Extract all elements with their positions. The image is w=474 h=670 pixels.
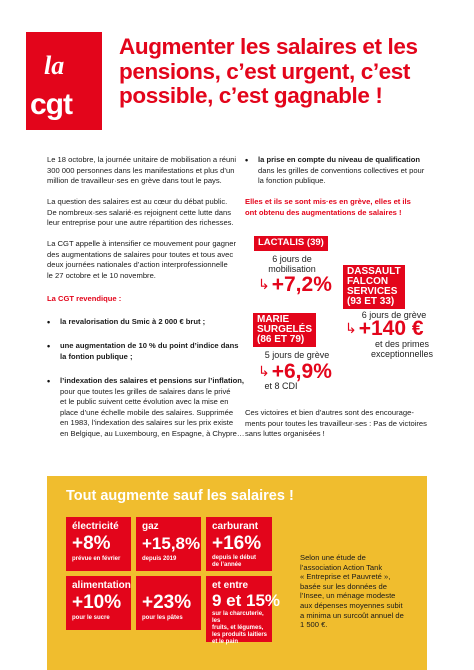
- text-line: sans luttes organisées !: [245, 429, 325, 438]
- text-line: 300 000 personnes dans les manifestations et plus d’un: [47, 165, 235, 175]
- headline-line: Augmenter les salaires et les: [119, 34, 418, 59]
- text-line: « Entreprise et Pauvreté »,: [300, 572, 391, 582]
- tile-note: prévue en février: [72, 556, 121, 562]
- text-line: FALCON: [347, 276, 389, 287]
- tile-label: carburant: [212, 521, 259, 532]
- lactalis-duration: [262, 254, 322, 274]
- text-line: aux dépenses moyennes subit: [300, 600, 403, 610]
- text-line: exceptionnelles: [370, 349, 434, 359]
- tile-value: +8%: [72, 533, 111, 554]
- marie-cdi: et 8 CDI: [264, 381, 298, 391]
- marie-duration: 5 jours de grève: [264, 350, 330, 360]
- tile-note: pour le sucre: [72, 615, 110, 621]
- text-line: de l’année: [212, 562, 242, 568]
- svg-text:cgt: cgt: [30, 88, 72, 121]
- value-text: +7,2%: [271, 273, 332, 296]
- text-line: et le pain: [212, 639, 239, 645]
- text-line: la prise en compte du niveau de qualification: [258, 155, 421, 164]
- text-line: 6 jours de: [272, 254, 312, 264]
- tile-electricite: [66, 517, 131, 571]
- demand-qualification: [258, 155, 448, 187]
- text-line: ments pour toutes les travailleur·ses : Pas de victoires: [245, 418, 427, 428]
- text-line: place d’une échelle mobile des salaires. Supprimée: [60, 407, 234, 417]
- text-line: les produits laitiers: [212, 632, 268, 638]
- dassault-tag: [343, 265, 405, 309]
- text-line: SERVICES: [347, 286, 398, 297]
- dassault-duration: 6 jours de grève: [361, 310, 427, 320]
- text-line: deux journées nationales d’action interprofessionnelle: [47, 260, 228, 269]
- bullet-dot: •: [47, 376, 51, 386]
- text-line: depuis le début: [212, 555, 257, 561]
- svg-text:la: la: [44, 51, 65, 80]
- tile-alimentation: [66, 576, 131, 630]
- bullet-dot: •: [245, 155, 249, 165]
- tile-value: +10%: [72, 592, 122, 613]
- intro-paragraph: [47, 155, 247, 187]
- tile-value: +16%: [212, 533, 262, 554]
- bullet-dot: •: [47, 317, 51, 327]
- tile-label: gaz: [142, 521, 159, 532]
- text-line: en 1983, l’indexation des salaires sur les prix existe: [60, 418, 234, 427]
- tile-note: depuis 2019: [142, 556, 177, 562]
- tile-label: et entre: [212, 580, 249, 591]
- call-paragraph: [47, 239, 247, 281]
- dassault-increase: [345, 317, 424, 340]
- tile-charcuterie: [206, 576, 281, 645]
- text-line: La CGT appelle à intensifier ce mouvement pour gagner: [47, 239, 236, 248]
- text-line: a minima un surcoût annuel de: [300, 610, 404, 620]
- cgt-logo: [26, 32, 102, 130]
- text-line: mobilisation: [268, 264, 316, 274]
- text-line: le 27 octobre et le 10 novembre.: [47, 270, 156, 280]
- lactalis-tag: LACTALIS (39): [254, 236, 328, 251]
- text-line: De nombreux·ses salarié·es rejoignent cette lutte dans: [47, 207, 232, 217]
- tile-label: électricité: [72, 521, 119, 532]
- headline-line: pensions, c’est urgent, c’est: [119, 58, 410, 84]
- text-line: la fontion publique ;: [60, 351, 133, 361]
- text-line: Elles et ils se sont mis·es en grève, elles et ils: [245, 197, 411, 206]
- text-line: SURGELÉS: [257, 324, 313, 335]
- marie-increase: [258, 360, 332, 383]
- text-line: une augmentation de 10 % du point d’indice dans: [60, 341, 239, 350]
- text-line: ont obtenu des augmentations de salaires !: [245, 207, 402, 217]
- tile-note: [212, 555, 256, 569]
- tile-note: pour les pâtes: [142, 615, 183, 621]
- text-line: Ces victoires et bien d’autres sont des encourage-: [245, 408, 414, 417]
- value-text: +6,9%: [271, 360, 332, 383]
- text-line: sur la charcuterie, les: [212, 611, 264, 624]
- text-line: et des primes: [374, 339, 430, 349]
- arrow-icon: ↳: [258, 276, 270, 292]
- text-line: dans les grilles de conventions collectives et pour: [258, 165, 425, 175]
- dassault-bonus: [362, 339, 442, 359]
- text-line: l’indexation des salaires et pensions sur l’inflation,: [60, 376, 244, 385]
- strike-victories-heading: [245, 197, 445, 218]
- text-line: l’association Action Tank: [300, 562, 383, 572]
- tile-note: [212, 611, 272, 646]
- value-text: +140 €: [358, 317, 424, 340]
- box-study-text: [300, 553, 416, 630]
- tile-value: 9 et 15%: [212, 591, 281, 610]
- lactalis-increase: [258, 273, 332, 296]
- tile-pates: [136, 576, 201, 630]
- text-line: (86 ET 79): [257, 334, 305, 345]
- headline-line: possible, c’est gagnable !: [119, 83, 383, 108]
- text-line: et le public suivent cette évolution avec la mise en: [60, 397, 229, 406]
- tile-value: +23%: [142, 592, 192, 613]
- text-line: million de travailleur·ses en grève dans tout le pays.: [47, 176, 222, 185]
- text-line: l’Insee, un ménage modeste: [300, 591, 396, 601]
- text-line: Le 18 octobre, la journée unitaire de mobilisation a réuni: [47, 155, 237, 164]
- headline: [119, 35, 459, 109]
- bullet-dot: •: [47, 341, 51, 351]
- arrow-icon: ↳: [258, 363, 270, 379]
- text-line: DASSAULT: [347, 266, 401, 277]
- text-line: la fonction publique.: [258, 176, 326, 185]
- text-line: en Belgique, au Luxembourg, en Espagne, à Chypre…: [60, 428, 245, 438]
- cgt-logo-lettering: [26, 32, 102, 130]
- tile-carburant: [206, 517, 272, 571]
- demand-indexation: [60, 376, 252, 439]
- text-line: MARIE: [257, 314, 290, 325]
- text-line: leur entreprise pour une autre répartition des richesses.: [47, 218, 234, 227]
- arrow-icon: ↳: [345, 320, 357, 336]
- tile-gaz: [136, 517, 201, 571]
- marie-tag: [253, 313, 316, 347]
- text-line: la revalorisation du Smic à 2 000 € brut ;: [60, 317, 206, 326]
- text-line: La question des salaires est au cœur du débat public.: [47, 197, 228, 206]
- text-line: des augmentations de salaires pour toutes et tous avec: [47, 249, 234, 259]
- tile-value: +15,8%: [142, 534, 201, 553]
- tile-label: alimentation: [72, 580, 131, 591]
- text-line: pour que toutes les grilles de salaires dans le privé: [60, 386, 231, 396]
- box-title: Tout augmente sauf les salaires !: [66, 488, 294, 504]
- demand-point-indice: [60, 341, 250, 362]
- text-line: fruits, et légumes,: [212, 625, 264, 631]
- text-line: (93 ET 33): [347, 296, 395, 307]
- revendique-heading: La CGT revendique :: [47, 294, 122, 303]
- text-line: Selon une étude de: [300, 553, 366, 562]
- text-line: 1 500 €.: [300, 620, 328, 630]
- text-line: basée sur les données de: [300, 581, 387, 591]
- debate-paragraph: [47, 197, 247, 229]
- demand-smic: [60, 317, 250, 328]
- closing-paragraph: [245, 408, 455, 440]
